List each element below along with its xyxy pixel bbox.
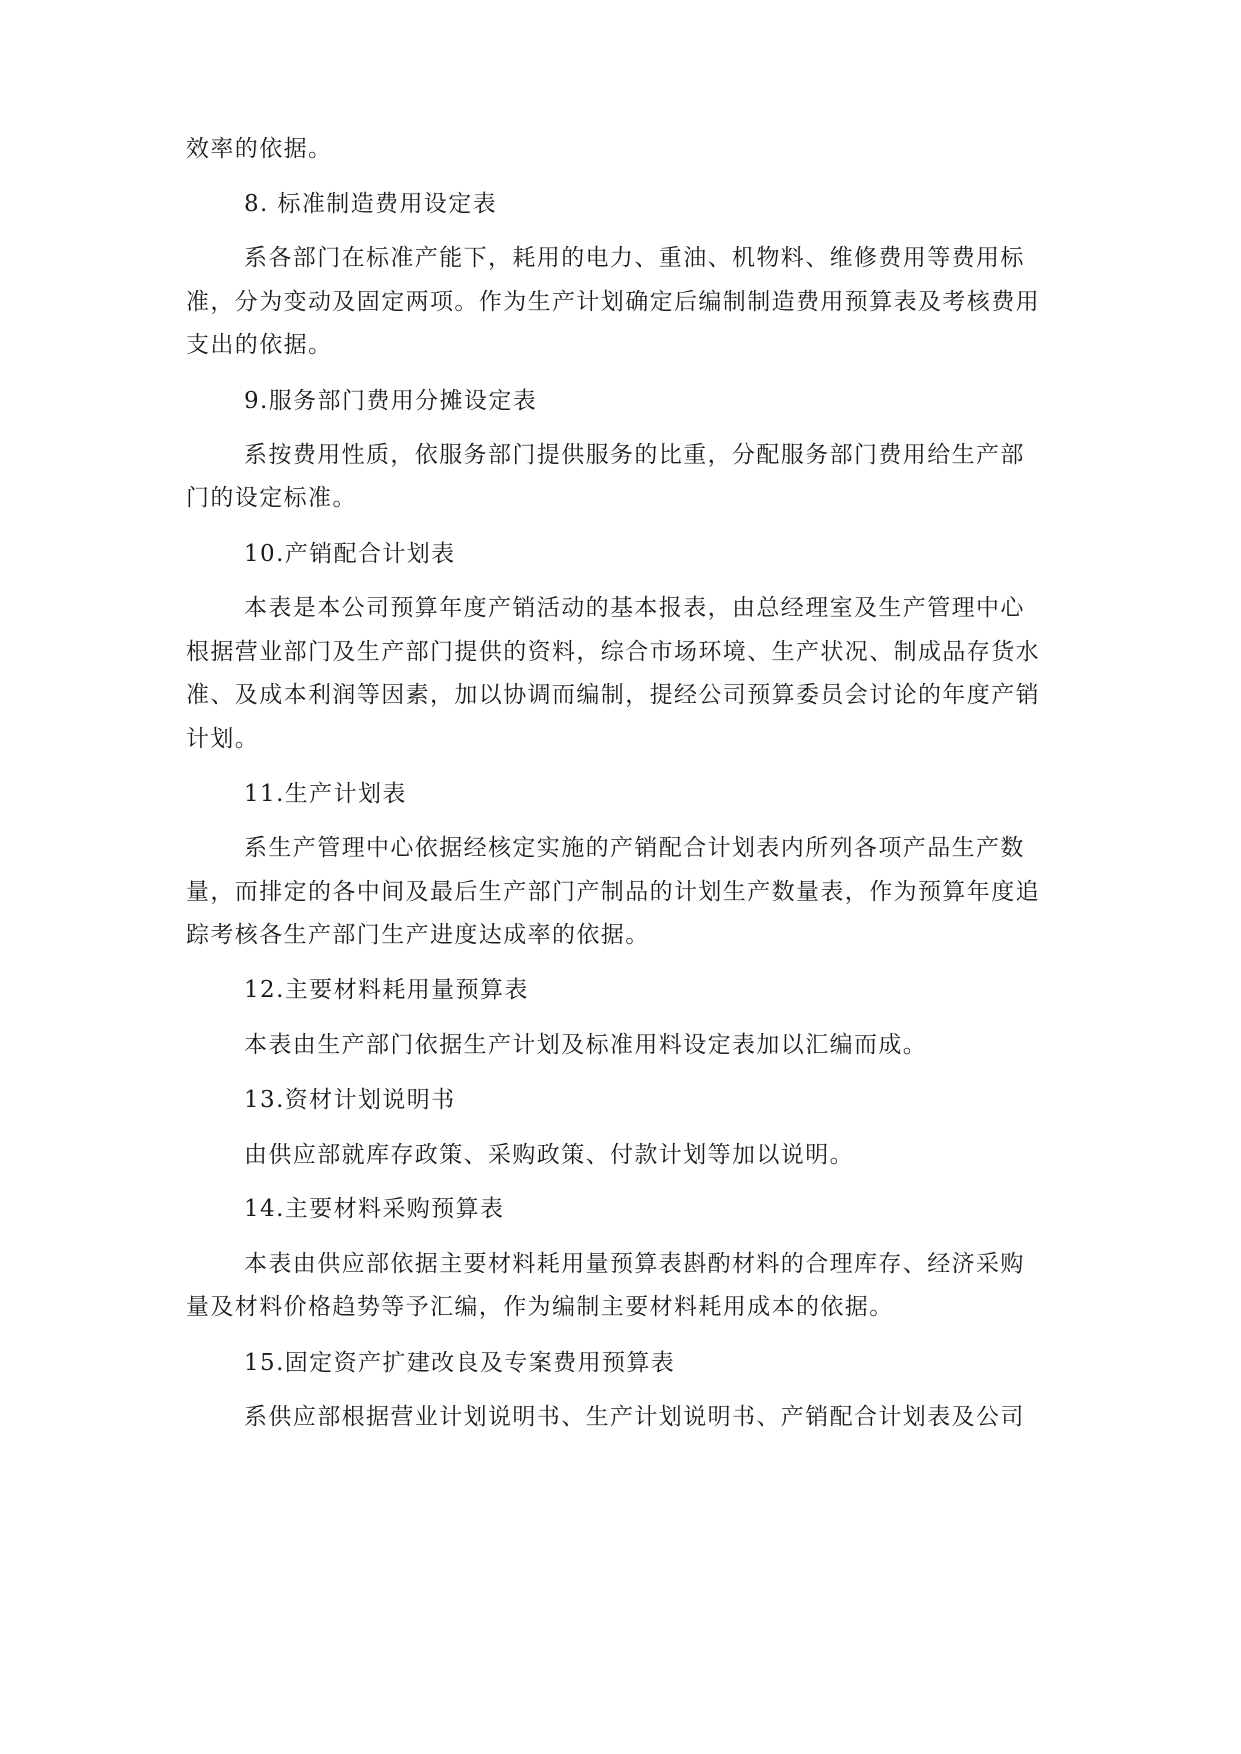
section-heading-8: 8. 标准制造费用设定表 (244, 191, 498, 217)
section-10-body-line: 本表是本公司预算年度产销活动的基本报表，由总经理室及生产管理中心 (244, 595, 1025, 621)
section-8-body-line: 支出的依据。 (186, 332, 333, 358)
section-10-body-line: 计划。 (186, 726, 260, 752)
section-10-body-line: 准、及成本利润等因素，加以协调而编制，提经公司预算委员会讨论的年度产销 (186, 682, 1040, 708)
section-11-body-line: 踪考核各生产部门生产进度达成率的依据。 (186, 922, 650, 948)
section-11-body-line: 系生产管理中心依据经核定实施的产销配合计划表内所列各项产品生产数 (244, 835, 1025, 861)
section-12-body-line: 本表由生产部门依据生产计划及标准用料设定表加以汇编而成。 (244, 1032, 928, 1058)
section-heading-14: 14.主要材料采购预算表 (244, 1196, 505, 1222)
section-heading-15: 15.固定资产扩建改良及专案费用预算表 (244, 1350, 676, 1376)
paragraph-continuation: 效率的依据。 (186, 136, 333, 162)
section-11-body-line: 量，而排定的各中间及最后生产部门产制品的计划生产数量表，作为预算年度追 (186, 879, 1040, 905)
section-10-body-line: 根据营业部门及生产部门提供的资料，综合市场环境、生产状况、制成品存货水 (186, 639, 1040, 665)
section-14-body-line: 量及材料价格趋势等予汇编，作为编制主要材料耗用成本的依据。 (186, 1294, 894, 1320)
section-heading-11: 11.生产计划表 (244, 781, 407, 807)
section-8-body-line: 准，分为变动及固定两项。作为生产计划确定后编制制造费用预算表及考核费用 (186, 289, 1040, 315)
section-15-body-line: 系供应部根据营业计划说明书、生产计划说明书、产销配合计划表及公司 (244, 1404, 1025, 1430)
section-heading-10: 10.产销配合计划表 (244, 541, 456, 567)
section-9-body-line: 系按费用性质，依服务部门提供服务的比重，分配服务部门费用给生产部 (244, 442, 1025, 468)
section-8-body-line: 系各部门在标准产能下，耗用的电力、重油、机物料、维修费用等费用标 (244, 245, 1025, 271)
section-heading-12: 12.主要材料耗用量预算表 (244, 977, 529, 1003)
section-heading-13: 13.资材计划说明书 (244, 1087, 456, 1113)
section-14-body-line: 本表由供应部依据主要材料耗用量预算表斟酌材料的合理库存、经济采购 (244, 1251, 1025, 1277)
section-13-body-line: 由供应部就库存政策、采购政策、付款计划等加以说明。 (244, 1142, 854, 1168)
section-9-body-line: 门的设定标准。 (186, 485, 357, 511)
section-heading-9: 9.服务部门费用分摊设定表 (244, 388, 538, 414)
